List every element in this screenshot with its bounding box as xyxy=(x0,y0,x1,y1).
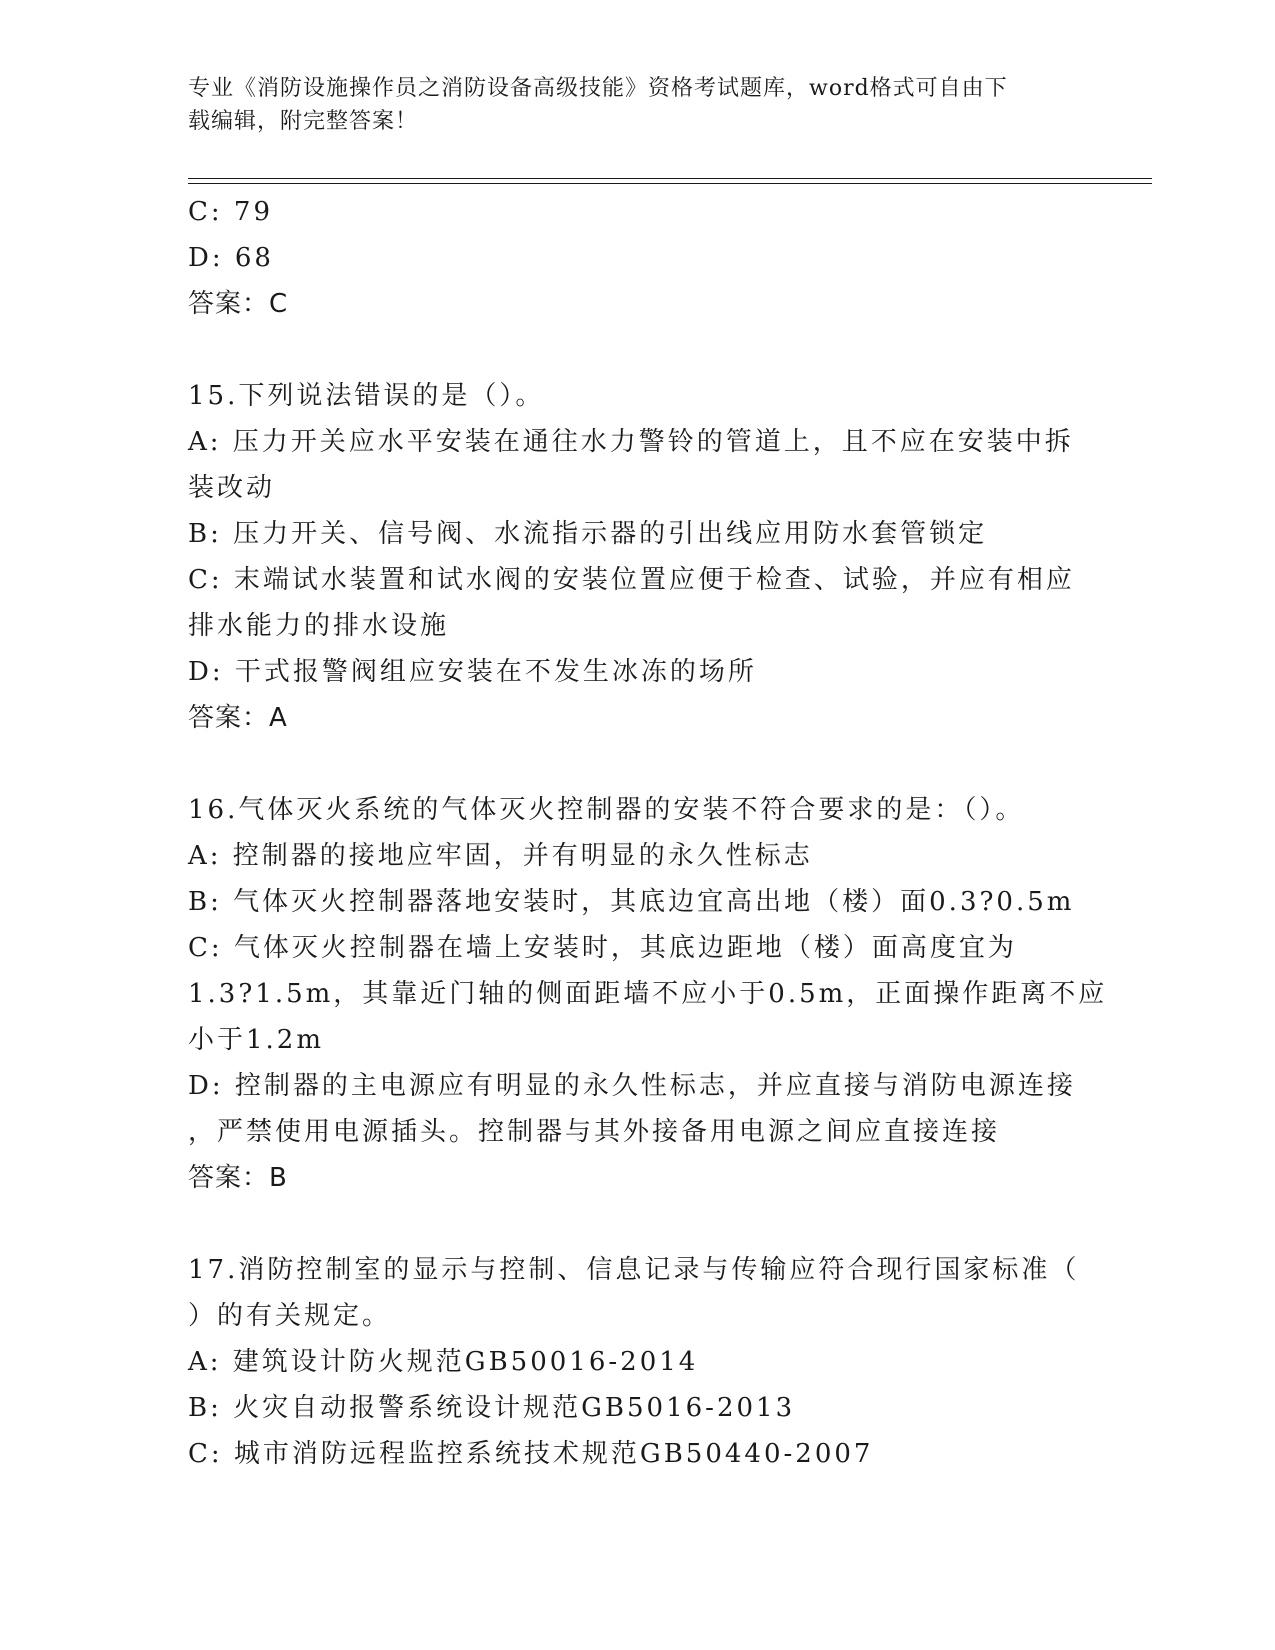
option-b: B: 火灾自动报警系统设计规范GB5016-2013 xyxy=(188,1393,796,1423)
answer: 答案：C xyxy=(188,289,289,319)
header-rule-top xyxy=(188,178,1152,179)
option-c: C: 气体灭火控制器在墙上安装时，其底边距地（楼）面高度宜为 xyxy=(188,933,1017,963)
question-stem: 16.气体灭火系统的气体灭火控制器的安装不符合要求的是：（）。 xyxy=(188,795,1025,825)
spacer xyxy=(188,741,1078,787)
spacer xyxy=(188,1201,1078,1247)
header-line-2: 载编辑，附完整答案！ xyxy=(188,109,419,134)
option-c-continued: 小于1.2m xyxy=(188,1025,325,1055)
option-d: D: 干式报警阀组应安装在不发生冰冻的场所 xyxy=(188,657,757,687)
question-stem: 17.消防控制室的显示与控制、信息记录与传输应符合现行国家标准（ xyxy=(188,1255,1080,1285)
option-b: B: 气体灭火控制器落地安装时，其底边宜高出地（楼）面0.3?0.5m xyxy=(188,887,1075,917)
answer: 答案：B xyxy=(188,1163,288,1193)
option-c-continued: 排水能力的排水设施 xyxy=(188,611,450,641)
option-a: A: 建筑设计防火规范GB50016-2014 xyxy=(188,1347,699,1377)
question-stem: 15.下列说法错误的是（）。 xyxy=(188,381,545,411)
option-c-continued: 1.3?1.5m，其靠近门轴的侧面距墙不应小于0.5m，正面操作距离不应 xyxy=(188,979,1108,1009)
option-b: B: 压力开关、信号阀、水流指示器的引出线应用防水套管锁定 xyxy=(188,519,988,549)
option-a-continued: 装改动 xyxy=(188,473,276,503)
option-c: C: 城市消防远程监控系统技术规范GB50440-2007 xyxy=(188,1439,874,1469)
option-a: A: 压力开关应水平安装在通往水力警铃的管道上，且不应在安装中拆 xyxy=(188,427,1074,457)
document-header xyxy=(188,72,1068,138)
question-17 xyxy=(188,1247,1078,1477)
question-list xyxy=(188,189,1108,1477)
option-c: C: 末端试水装置和试水阀的安装位置应便于检查、试验，并应有相应 xyxy=(188,565,1075,595)
question-15 xyxy=(188,373,1078,741)
option-d: D: 68 xyxy=(188,243,274,273)
option-d-continued: ，严禁使用电源插头。控制器与其外接备用电源之间应直接连接 xyxy=(188,1117,1001,1147)
option-a: A: 控制器的接地应牢固，并有明显的永久性标志 xyxy=(188,841,813,871)
spacer xyxy=(188,327,1078,373)
option-d: D: 控制器的主电源应有明显的永久性标志，并应直接与消防电源连接 xyxy=(188,1071,1076,1101)
header-line-1: 专业《消防设施操作员之消防设备高级技能》资格考试题库，word格式可自由下 xyxy=(188,76,1008,101)
answer: 答案：A xyxy=(188,703,288,733)
question-stem-continued: ）的有关规定。 xyxy=(188,1301,392,1331)
question-14-tail xyxy=(188,189,1078,327)
header-rule-bottom xyxy=(188,183,1152,184)
option-c: C: 79 xyxy=(188,197,274,227)
question-16 xyxy=(188,787,1108,1201)
